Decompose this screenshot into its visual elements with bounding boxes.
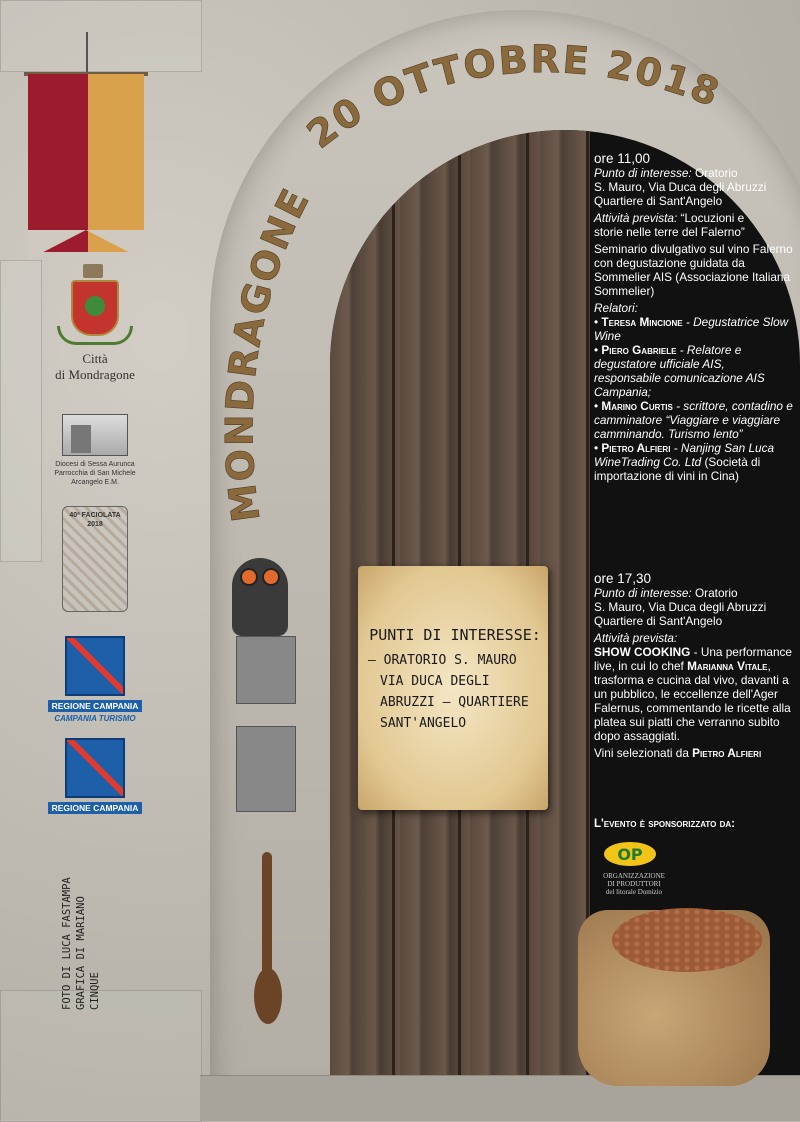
wall-stone	[0, 260, 42, 562]
owl-ornament-icon	[232, 558, 288, 636]
church-photo-icon	[62, 414, 128, 456]
wooden-spoon-bowl	[254, 968, 282, 1024]
city-banner-red	[28, 74, 88, 252]
diocesi-label: Diocesi di Sessa Aurunca Parrocchia di San Michele Arcangelo E.M.	[54, 461, 136, 486]
speaker-item: • Pietro Alfieri - Nanjing San Luca WineTrading Co. Ltd (Società di importazione di vini in Cina)	[594, 441, 775, 483]
sponsor-org-name: ORGANIZZAZIONE DI PRODUTTORI del litorale Domizio	[603, 872, 665, 896]
wines-selection: Vini selezionati da Pietro Alfieri	[594, 746, 762, 760]
event-afternoon	[594, 572, 794, 760]
faciolata-logo-block	[40, 506, 150, 612]
comune-logo-block	[40, 280, 150, 383]
sponsor-label: L'evento è sponsorizzato da:	[594, 818, 735, 830]
campania-turismo-label: CAMPANIA TURISMO	[54, 714, 136, 723]
event-city: MONDRAGONE	[217, 180, 319, 525]
wooden-spoon-icon	[262, 852, 272, 982]
regione-campania-turismo-block	[40, 636, 150, 723]
event-seminar-description: Seminario divulgativo sul vino Falerno con degustazione guidata da Sommelier AIS (Associazione Italiana Sommelier)	[594, 242, 793, 298]
event-location: Punto di interesse: Oratorio S. Mauro, Via Duca degli Abruzzi Quartiere di Sant'Angelo	[594, 586, 767, 628]
show-cooking-description: SHOW COOKING - Una performance live, in cui lo chef Marianna Vitale, trasforma e cucina dal vivo, davanti a un pubblico, le eccellenze dell'Ager Falernus, commentando le ricette alla platea sui piatti che verranno subito dopo assaggiati.	[594, 645, 792, 743]
event-morning	[594, 152, 794, 483]
banner-string	[86, 32, 88, 76]
regione-campania-icon	[65, 636, 125, 696]
wall-stone	[0, 0, 202, 72]
wall-bracket	[236, 636, 296, 704]
speaker-item: • Piero Gabriele - Relatore e degustatore ufficiale AIS, responsabile comunicazione AIS Campania;	[594, 343, 765, 399]
region-label: REGIONE CAMPANIA	[48, 700, 143, 712]
speakers-label: Relatori:	[594, 301, 638, 315]
credits: FOTO DI LUCA FASTAMPA GRAFICA DI MARIANO CINQUE	[61, 877, 101, 1010]
event-time: ore 17,30	[594, 571, 652, 586]
regione-campania-icon	[65, 738, 125, 798]
event-activity-label: Attività prevista:	[594, 631, 678, 645]
wall-lock-plate	[236, 726, 296, 812]
mondragone-crest-icon	[71, 280, 119, 336]
parchment-title: PUNTI DI INTERESSE:	[369, 626, 541, 644]
region-label: REGIONE CAMPANIA	[48, 802, 143, 814]
beans-image	[612, 908, 762, 972]
comune-label: Città di Mondragone	[55, 351, 135, 382]
svg-text:OP: OP	[617, 845, 643, 864]
parchment-body: – ORATORIO S. MAURO VIA DUCA DEGLI ABRUZZI – QUARTIERE SANT'ANGELO	[368, 653, 529, 731]
event-location: Punto di interesse: Oratorio S. Mauro, Via Duca degli Abruzzi Quartiere di Sant'Angelo	[594, 166, 767, 208]
regione-campania-block	[40, 738, 150, 816]
event-activity: Attività prevista: “Locuzioni e storie nelle terre del Falerno”	[594, 211, 745, 239]
diocesi-logo-block	[40, 414, 150, 487]
speaker-item: • Marino Curtis - scrittore, contadino e camminatore “Viaggiare e viaggiare camminando. Turismo lento”	[594, 399, 793, 441]
op-sponsor-logo	[600, 838, 660, 868]
parchment-notice	[358, 566, 548, 810]
speaker-item: • Teresa Mincione - Degustatrice Slow Wine	[594, 315, 789, 343]
event-time: ore 11,00	[594, 151, 651, 166]
city-banner-gold	[88, 74, 144, 252]
faciolata-logo: 40ª FACIOLATA 2018	[62, 506, 128, 612]
event-date: 20 OTTOBRE 2018	[298, 37, 727, 157]
